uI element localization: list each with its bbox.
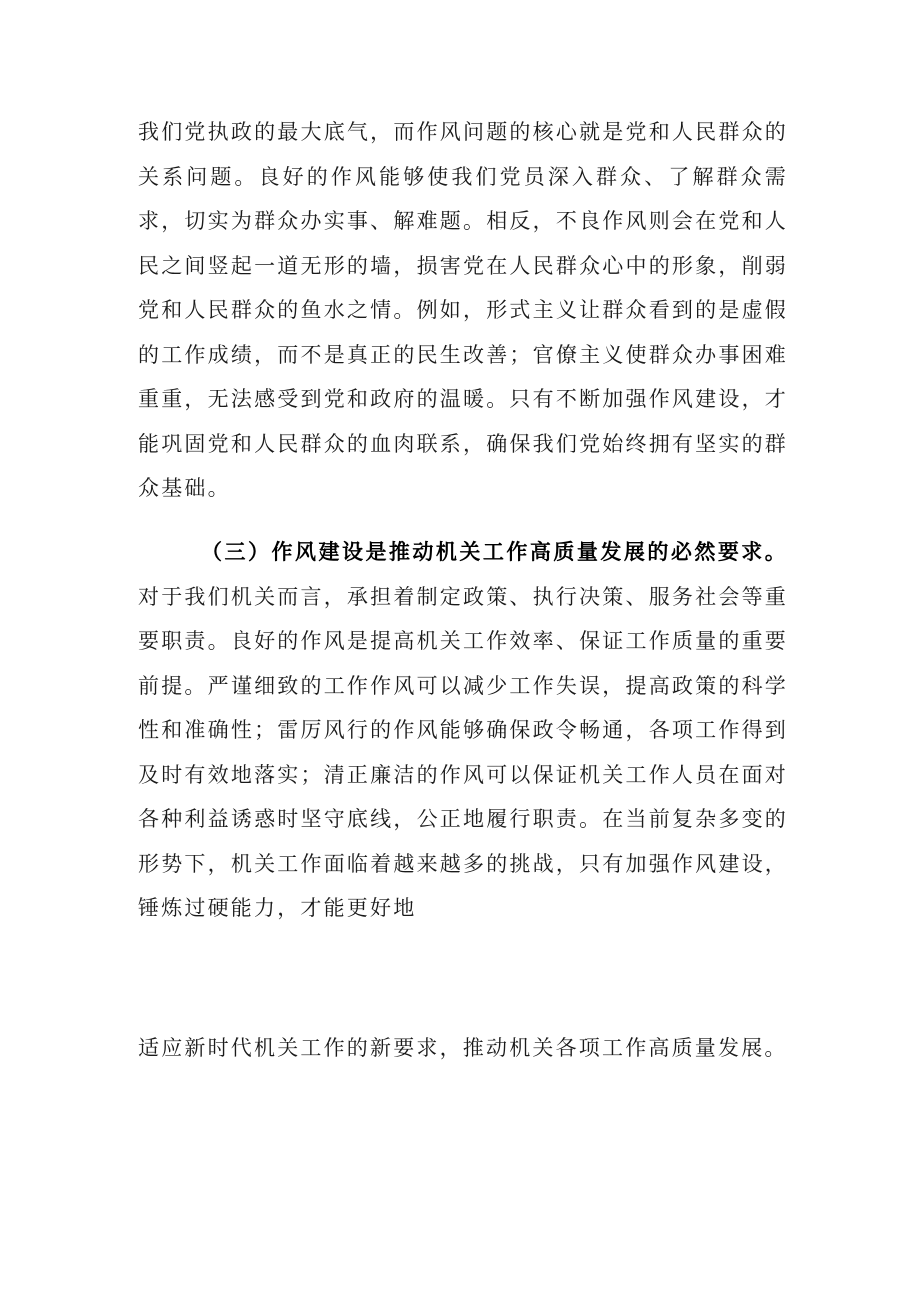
- paragraph-2: [138, 530, 788, 931]
- paragraph-1: 我们党执政的最大底气，而作风问题的核心就是党和人民群众的关系问题。良好的作风能够使我们党员深入群众、了解群众需求，切实为群众办实事、解难题。相反，不良作风则会在党和人民之间竖起一道无形的墙，损害党在人民群众心中的形象，削弱党和人民群众的鱼水之情。例如，形式主义让群众看到的是虚假的工作成绩，而不是真正的民生改善；官僚主义使群众办事困难重重，无法感受到党和政府的温暖。只有不断加强作风建设，才能巩固党和人民群众的血肉联系，确保我们党始终拥有坚实的群众基础。: [138, 120, 788, 500]
- paragraph-3: 适应新时代机关工作的新要求，推动机关各项工作高质量发展。: [138, 1036, 788, 1060]
- section-heading: （三）作风建设是推动机关工作高质量发展的必然要求。: [201, 539, 788, 564]
- paragraph-2-body: 对于我们机关而言，承担着制定政策、执行决策、服务社会等重要职责。良好的作风是提高机关工作效率、保证工作质量的重要前提。严谨细致的工作作风可以减少工作失误，提高政策的科学性和准确性；雷厉风行的作风能够确保政令畅通，各项工作得到及时有效地落实；清正廉洁的作风可以保证机关工作人员在面对各种利益诱惑时坚守底线，公正地履行职责。在当前复杂多变的形势下，机关工作面临着越来越多的挑战，只有加强作风建设，锤炼过硬能力，才能更好地: [138, 584, 788, 920]
